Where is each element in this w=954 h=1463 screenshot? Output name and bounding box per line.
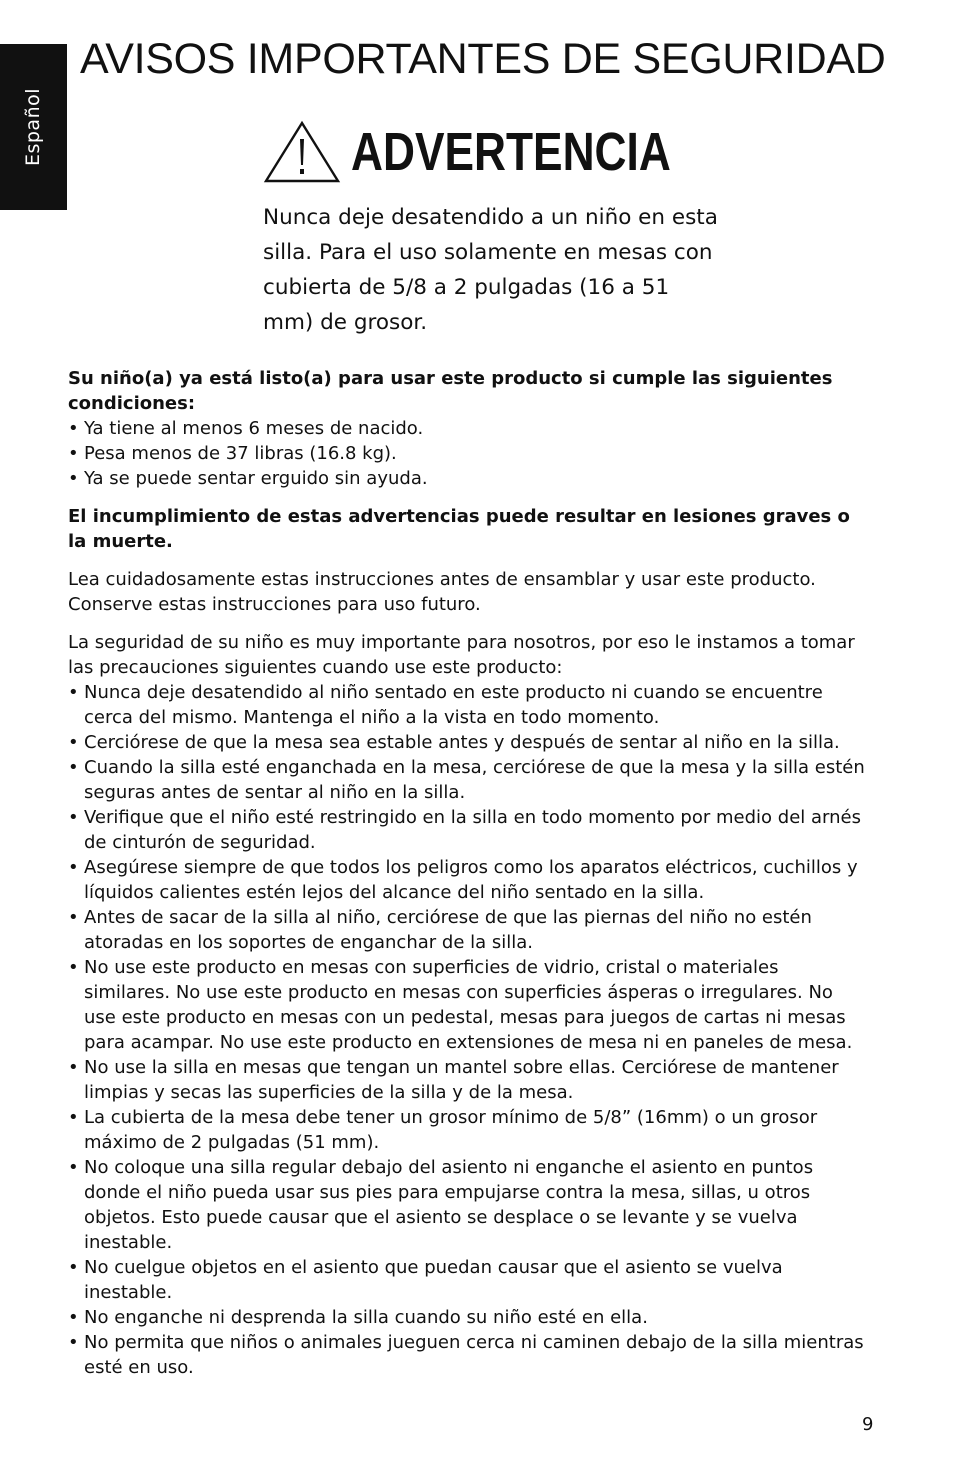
warning-header: [263, 112, 741, 192]
safety-precautions-list: [68, 680, 868, 1380]
list-item: • No cuelgue objetos en el asiento que puedan causar que el asiento se vuelva inestable.: [68, 1255, 868, 1305]
list-item: • No permita que niños o animales jueguen cerca ni caminen debajo de la silla mientras esté en uso.: [68, 1330, 868, 1380]
safety-intro-text: La seguridad de su niño es muy importante para nosotros, por eso le instamos a tomar las precauciones siguientes cuando use este producto:: [68, 632, 855, 678]
conditions-heading: Su niño(a) ya está listo(a) para usar este producto si cumple las siguientes condiciones:: [68, 368, 833, 414]
list-item: • No use la silla en mesas que tengan un mantel sobre ellas. Cerciórese de mantener limpias y secas las superficies de la silla y de la mesa.: [68, 1055, 868, 1105]
page-title: AVISOS IMPORTANTES DE SEGURIDAD: [80, 35, 886, 83]
list-item: • Verifique que el niño esté restringido en la silla en todo momento por medio del arnés de cinturón de seguridad.: [68, 805, 868, 855]
list-item: • Ya tiene al menos 6 meses de nacido.: [68, 416, 868, 441]
list-item: • Ya se puede sentar erguido sin ayuda.: [68, 466, 868, 491]
list-item: • No use este producto en mesas con superficies de vidrio, cristal o materiales similares. No use este producto en mesas con superficies ásperas o irregulares. No use este producto en mesas con un pedestal, mesas para juegos de cartas ni mesas para acampar. No use este producto en extensiones de mesa ni en paneles de mesa.: [68, 955, 868, 1055]
list-item: • Antes de sacar de la silla al niño, cerciórese de que las piernas del niño no estén atoradas en los soportes de enganchar de la silla.: [68, 905, 868, 955]
warning-word: ADVERTENCIA: [351, 122, 671, 182]
list-item: • Cuando la silla esté enganchada en la mesa, cerciórese de que la mesa y la silla estén seguras antes de sentar al niño en la silla.: [68, 755, 868, 805]
list-item: • Pesa menos de 37 libras (16.8 kg).: [68, 441, 868, 466]
noncompliance-warning: El incumplimiento de estas advertencias puede resultar en lesiones graves o la muerte.: [68, 506, 850, 552]
language-tab-label: Español: [22, 87, 44, 167]
list-item: • Nunca deje desatendido al niño sentado en este producto ni cuando se encuentre cerca del mismo. Mantenga el niño a la vista en todo momento.: [68, 680, 868, 730]
read-instructions-text: Lea cuidadosamente estas instrucciones antes de ensamblar y usar este producto. Conserve estas instrucciones para uso futuro.: [68, 569, 816, 615]
conditions-list: [68, 416, 868, 491]
language-tab: [0, 44, 67, 210]
warning-triangle-icon: [263, 119, 341, 185]
list-item: • No coloque una silla regular debajo del asiento ni enganche el asiento en puntos donde el niño pueda usar sus pies para empujarse contra la mesa, sillas, u otros objetos. Esto puede causar que el asiento se desplace o se levante y se vuelva inestable.: [68, 1155, 868, 1255]
list-item: • Asegúrese siempre de que todos los peligros como los aparatos eléctricos, cuchillos y líquidos calientes estén lejos del alcance del niño sentado en la silla.: [68, 855, 868, 905]
warning-text: Nunca deje desatendido a un niño en esta silla. Para el uso solamente en mesas con cubierta de 5/8 a 2 pulgadas (16 a 51 mm) de grosor.: [263, 205, 718, 335]
list-item: • No enganche ni desprenda la silla cuando su niño esté en ella.: [68, 1305, 868, 1330]
list-item: • Cerciórese de que la mesa sea estable antes y después de sentar al niño en la silla.: [68, 730, 868, 755]
list-item: • La cubierta de la mesa debe tener un grosor mínimo de 5/8” (16mm) o un grosor máximo de 2 pulgadas (51 mm).: [68, 1105, 868, 1155]
safety-content: [68, 366, 868, 1380]
page-number: 9: [862, 1414, 874, 1435]
